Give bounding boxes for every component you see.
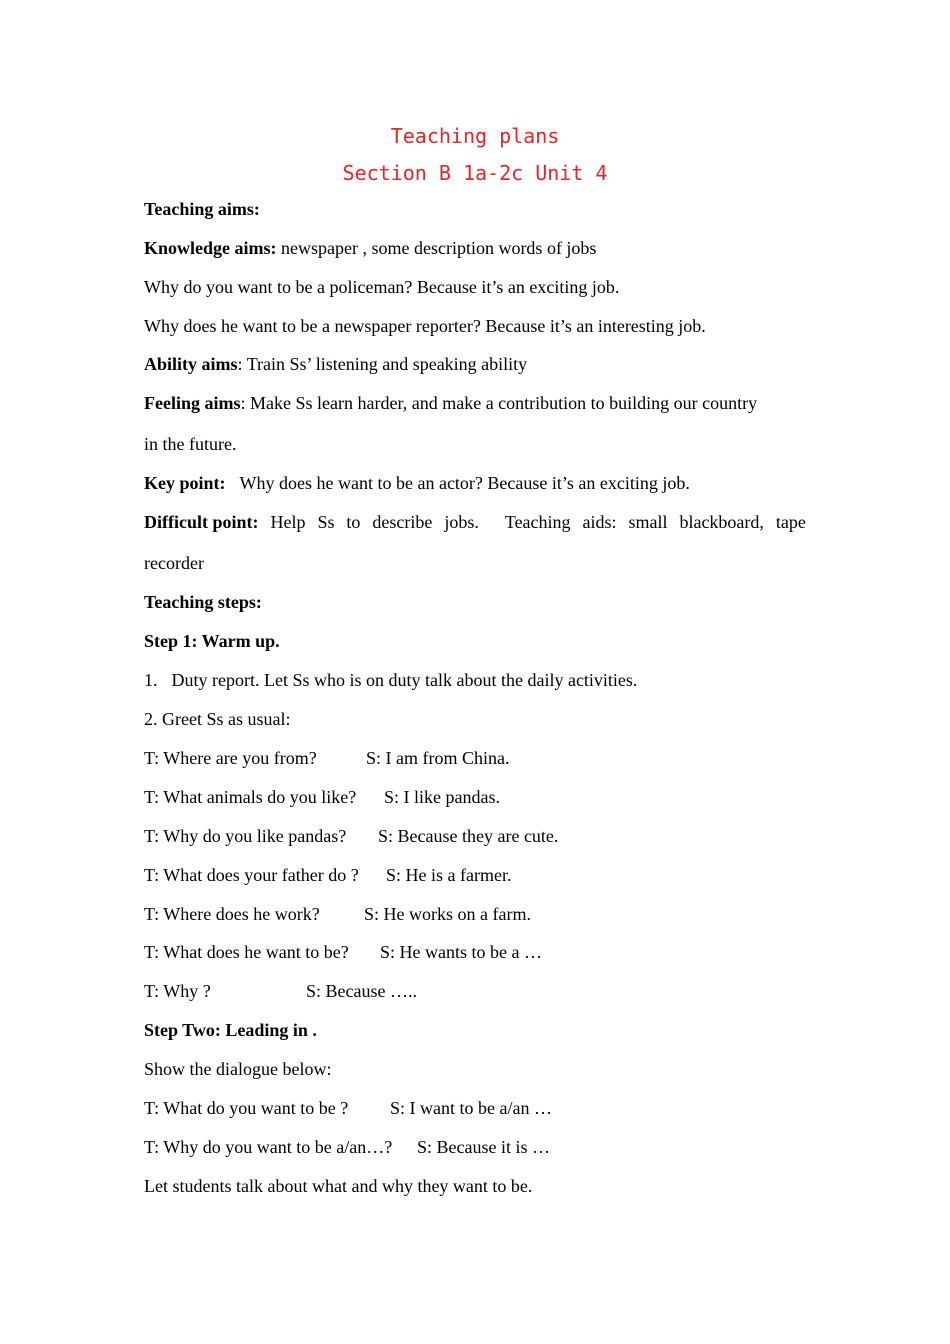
- teacher-line: T: What does your father do ?: [144, 865, 359, 885]
- difficult-point-word: aids:: [582, 512, 617, 532]
- difficult-point-word: Help: [270, 512, 306, 532]
- knowledge-aims-line: [144, 237, 806, 259]
- feeling-aims-continued: in the future.: [144, 434, 237, 454]
- student-line: S: He is a farmer.: [386, 865, 512, 885]
- teaching-steps-heading: Teaching steps:: [144, 592, 262, 612]
- page-title: Teaching plans: [390, 124, 560, 148]
- difficult-point-continued: recorder: [144, 553, 204, 573]
- step1-item-1-text: Duty report. Let Ss who is on duty talk about the daily activities.: [171, 670, 638, 690]
- difficult-point-line: [144, 511, 806, 533]
- difficult-point-word: to: [346, 512, 361, 532]
- step1-item-1-number: 1.: [144, 670, 158, 690]
- difficult-point-word: blackboard,: [679, 512, 764, 532]
- student-line: S: I am from China.: [366, 748, 510, 768]
- teacher-line: T: Why do you like pandas?: [144, 826, 347, 846]
- knowledge-aims-text: newspaper , some description words of jobs: [276, 238, 597, 258]
- step1-heading: Step 1: Warm up.: [144, 631, 280, 651]
- difficult-point-label: Difficult point:: [144, 512, 259, 532]
- teacher-line: T: What does he want to be?: [144, 942, 349, 962]
- teacher-line: T: Where are you from?: [144, 748, 317, 768]
- ability-aims-line: [144, 353, 806, 375]
- teaching-aims-heading: Teaching aims:: [144, 199, 260, 219]
- step2-closing: Let students talk about what and why they want to be.: [144, 1176, 533, 1196]
- feeling-aims-line: [144, 392, 806, 414]
- teacher-line: T: What do you want to be ?: [144, 1098, 349, 1118]
- teacher-line: T: Why do you want to be a/an…?: [144, 1137, 393, 1157]
- student-line: S: Because …..: [306, 981, 417, 1001]
- step1-item-1: [144, 669, 806, 691]
- student-line: S: He works on a farm.: [364, 904, 531, 924]
- teacher-line: T: Why ?: [144, 981, 211, 1001]
- ability-aims-label: Ability aims: [144, 354, 238, 374]
- key-point-line: [144, 472, 806, 494]
- difficult-point-word: jobs.: [444, 512, 479, 532]
- student-line: S: Because they are cute.: [378, 826, 559, 846]
- knowledge-aims-label: Knowledge aims:: [144, 238, 277, 258]
- difficult-point-word: tape: [775, 512, 806, 532]
- difficult-point-word: Ss: [317, 512, 335, 532]
- teacher-line: T: What animals do you like?: [144, 787, 357, 807]
- student-line: S: I like pandas.: [384, 787, 500, 807]
- student-line: S: I want to be a/an …: [390, 1098, 552, 1118]
- difficult-point-word: Teaching: [504, 512, 571, 532]
- feeling-aims-label: Feeling aims: [144, 393, 241, 413]
- step1-item-2: 2. Greet Ss as usual:: [144, 709, 291, 729]
- student-line: S: He wants to be a …: [380, 942, 542, 962]
- knowledge-example-1: Why do you want to be a policeman? Because it’s an exciting job.: [144, 277, 620, 297]
- difficult-point-word: small: [628, 512, 668, 532]
- teacher-line: T: Where does he work?: [144, 904, 320, 924]
- difficult-point-word: describe: [372, 512, 433, 532]
- feeling-aims-text: : Make Ss learn harder, and make a contribution to building our country: [240, 393, 758, 413]
- ability-aims-text: : Train Ss’ listening and speaking ability: [237, 354, 528, 374]
- student-line: S: Because it is …: [417, 1137, 550, 1157]
- step2-heading: Step Two: Leading in .: [144, 1020, 317, 1040]
- key-point-label: Key point:: [144, 473, 226, 493]
- key-point-text: Why does he want to be an actor? Because it’s an exciting job.: [239, 473, 690, 493]
- step2-intro: Show the dialogue below:: [144, 1059, 332, 1079]
- page-subtitle: Section B 1a-2c Unit 4: [342, 161, 608, 185]
- knowledge-example-2: Why does he want to be a newspaper reporter? Because it’s an interesting job.: [144, 316, 706, 336]
